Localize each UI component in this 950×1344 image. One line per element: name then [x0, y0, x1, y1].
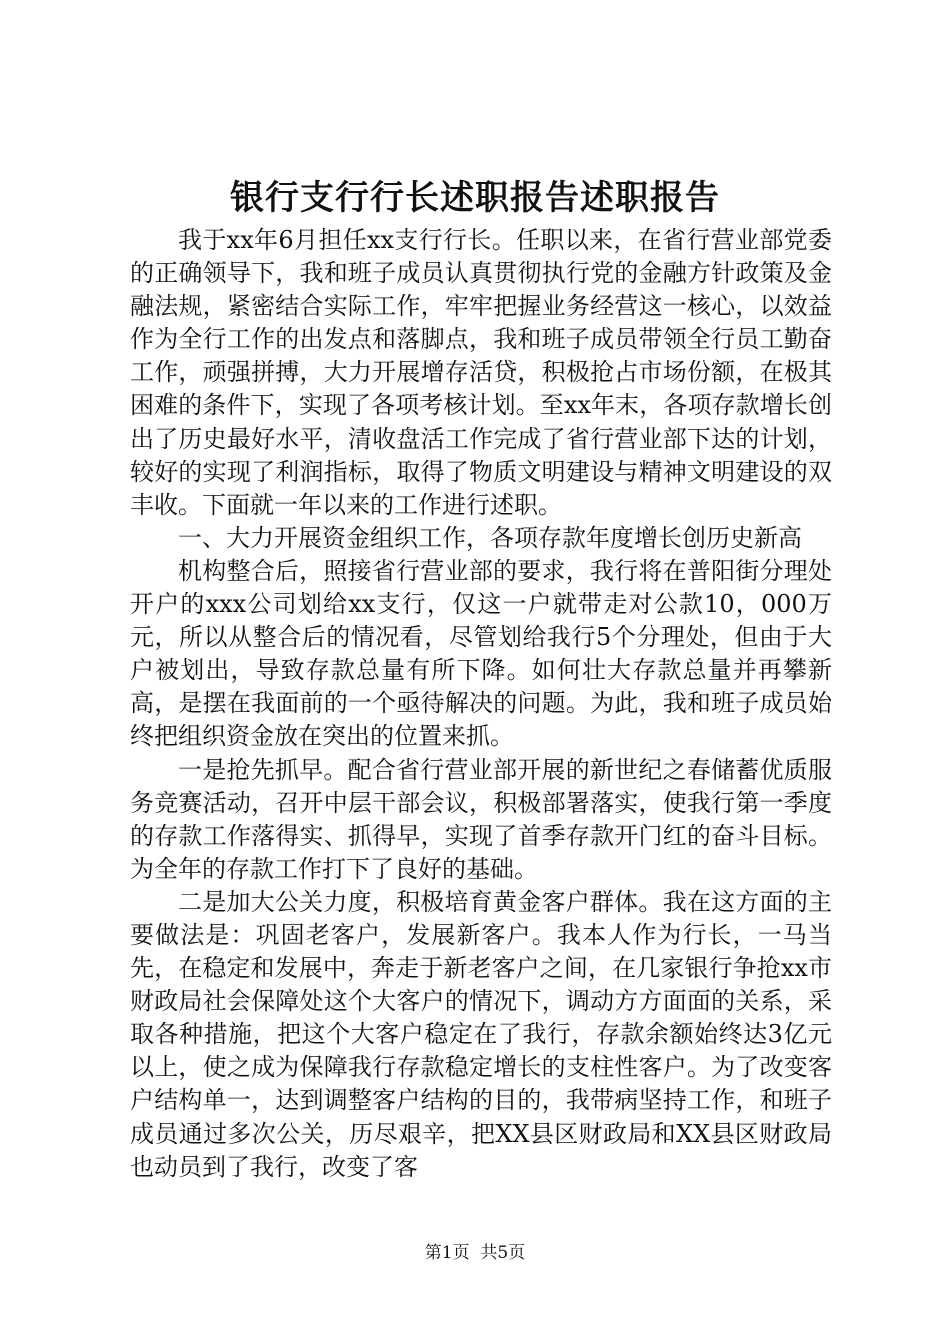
- paragraph-intro: 我于xx年6月担任xx支行行长。任职以来，在省行营业部党委的正确领导下，我和班子成员认真贯彻执行党的金融方针政策及金融法规，紧密结合实际工作，牢牢把握业务经营这一核心，以效益作为全行工作的出发点和落脚点，我和班子成员带领全行员工勤奋工作，顽强拼搏，大力开展增存活贷，积极抢占市场份额，在极其困难的条件下，实现了各项考核计划。至xx年末，各项存款增长创出了历史最好水平，清收盘活工作完成了省行营业部下达的计划，较好的实现了利润指标，取得了物质文明建设与精神文明建设的双丰收。下面就一年以来的工作进行述职。: [130, 226, 832, 519]
- paragraph-point-2: 二是加大公关力度，积极培育黄金客户群体。我在这方面的主要做法是：巩固老客户，发展新客户。我本人作为行长，一马当先，在稳定和发展中，奔走于新老客户之间，在几家银行争抢xx市财政局社会保障处这个大客户的情况下，调动方方面面的关系，采取各种措施，把这个大客户稳定在了我行，存款余额始终达3亿元以上，使之成为保障我行存款稳定增长的支柱性客户。为了改变客户结构单一，达到调整客户结构的目的，我带病坚持工作，和班子成员通过多次公关，历尽艰辛，把XX县区财政局和XX县区财政局也动员到了我行，改变了客: [130, 887, 832, 1181]
- page-footer: [0, 1242, 950, 1264]
- section-heading-1: 一、大力开展资金组织工作，各项存款年度增长创历史新高: [178, 523, 802, 552]
- page-total: 共5页: [480, 1243, 526, 1263]
- paragraph-background: 机构整合后，照接省行营业部的要求，我行将在普阳街分理处开户的xxx公司划给xx支行，仅这一户就带走对公款10，000万元，所以从整合后的情况看，尽管划给我行5个分理处，但由于大户被划出，导致存款总量有所下降。如何壮大存款总量并再攀新高，是摆在我面前的一个亟待解决的问题。为此，我和班子成员始终把组织资金放在突出的位置来抓。: [130, 556, 832, 751]
- document-body: [130, 224, 832, 1184]
- page-number: 第1页: [424, 1243, 470, 1263]
- document-title: 银行支行行长述职报告述职报告: [230, 178, 720, 218]
- paragraph-point-1: 一是抢先抓早。配合省行营业部开展的新世纪之春储蓄优质服务竞赛活动，召开中层干部会议，积极部署落实，使我行第一季度的存款工作落得实、抓得早，实现了首季存款开门红的奋斗目标。为全年的存款工作打下了良好的基础。: [130, 755, 832, 883]
